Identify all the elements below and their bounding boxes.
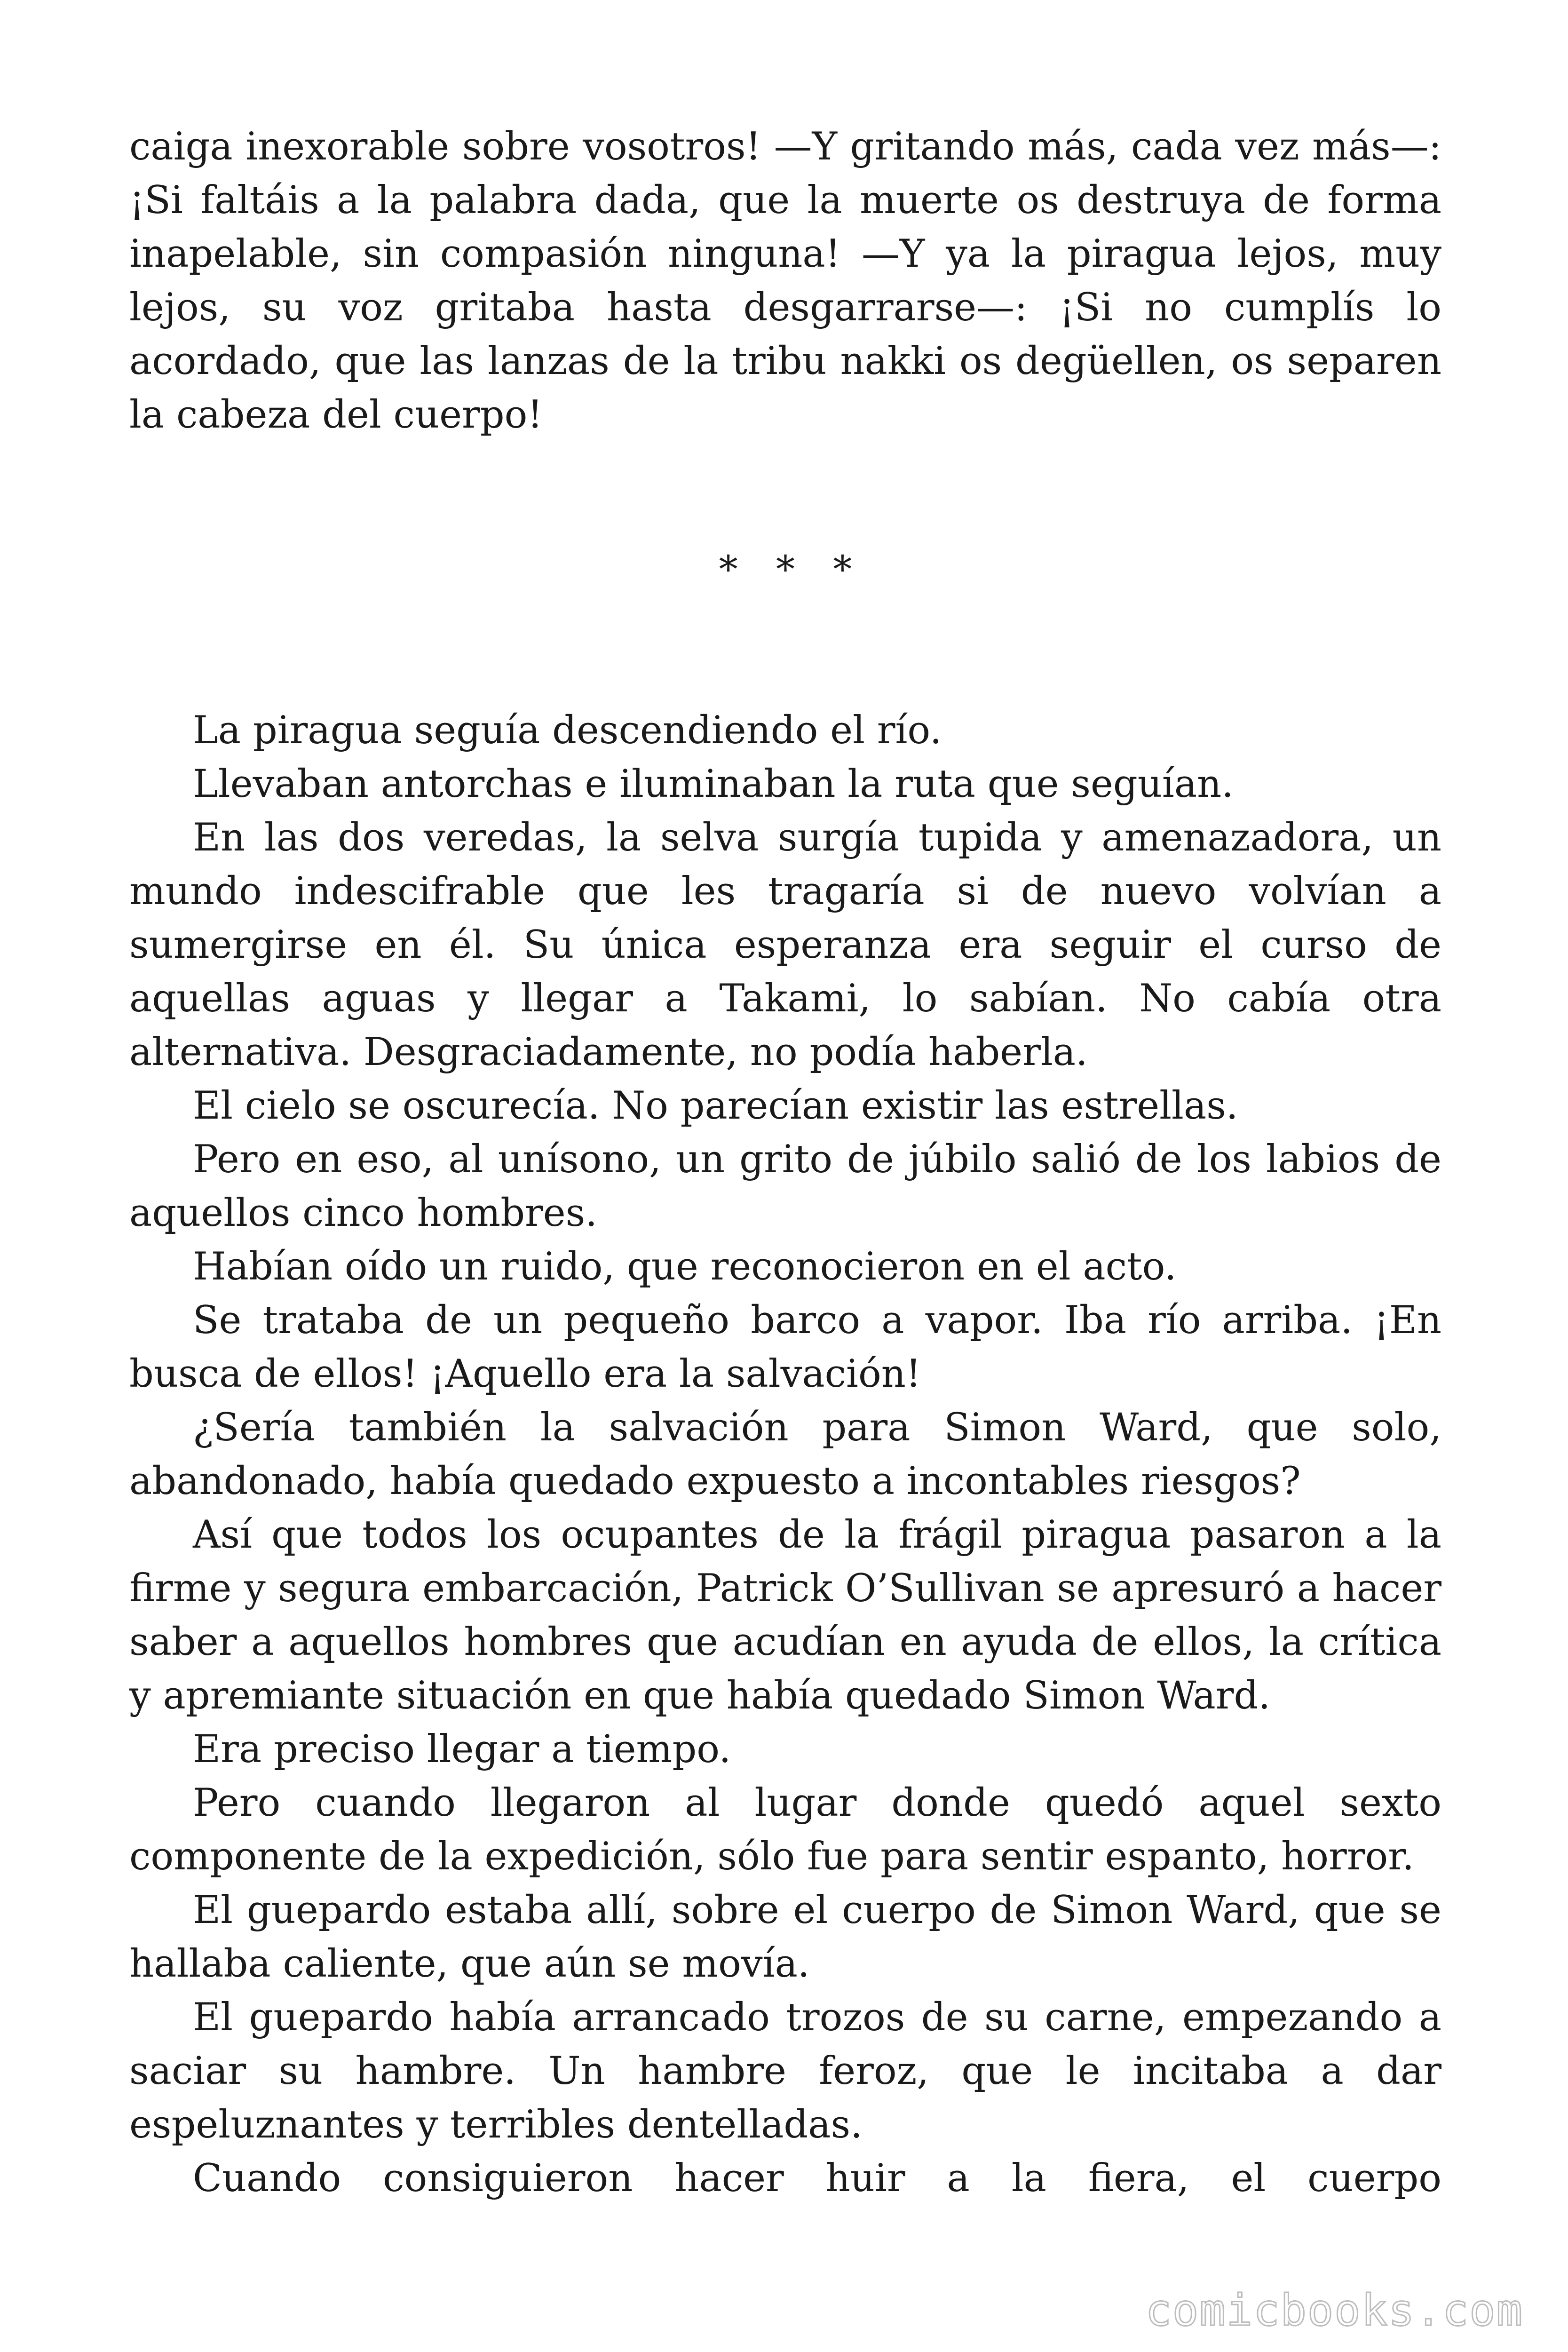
paragraph-7: Se trataba de un pequeño barco a vapor. Iba río arriba. ¡En busca de ellos! ¡Aquello era la salvación! [129, 1298, 1441, 1396]
paragraph-12: El guepardo estaba allí, sobre el cuerpo de Simon Ward, que se hallaba caliente, que aún se movía. [129, 1888, 1441, 1986]
paragraph-4: El cielo se oscurecía. No parecían existir las estrellas. [193, 1084, 1238, 1128]
watermark: comicbooks.com [1145, 2285, 1523, 2336]
paragraph-1: La piragua seguía descendiendo el río. [193, 708, 942, 753]
paragraph-13: El guepardo había arrancado trozos de su carne, empezando a saciar su hambre. Un hambre feroz, que le incitaba a dar espeluznantes y terribles dentelladas. [129, 1995, 1441, 2147]
paragraph-14: Cuando consiguieron hacer huir a la fiera, el cuerpo [193, 2156, 1441, 2201]
paragraph-8: ¿Sería también la salvación para Simon Ward, que solo, abandonado, había quedado expuesto a incontables riesgos? [129, 1406, 1441, 1503]
paragraph-3: En las dos veredas, la selva surgía tupida y amenazadora, un mundo indescifrable que les tragaría si de nuevo volvían a sumergirse en él. Su única esperanza era seguir el curso de aquellas aguas y llegar a Takami, lo sabían. No cabía otra alternativa. Desgraciadamente, no podía haberla. [129, 816, 1441, 1074]
paragraph-2: Llevaban antorchas e iluminaban la ruta que seguían. [193, 762, 1234, 806]
section-break: * * * [719, 548, 865, 591]
paragraph-11: Pero cuando llegaron al lugar donde quedó aquel sexto componente de la expedición, sólo fue para sentir espanto, horror. [129, 1781, 1441, 1879]
paragraph-10: Era preciso llegar a tiempo. [193, 1727, 731, 1772]
paragraph-6: Habían oído un ruido, que reconocieron en el acto. [193, 1245, 1177, 1289]
opening-paragraph: caiga inexorable sobre vosotros! —Y gritando más, cada vez más—: ¡Si faltáis a la palabra dada, que la muerte os destruya de forma inapelable, sin compasión ninguna! —Y ya la piragua lejos, muy lejos, su voz gritaba hasta desgarrarse—: ¡Si no cumplís lo acordado, que las lanzas de la tribu nakki os degüellen, os separen la cabeza del cuerpo! [129, 125, 1441, 437]
book-page [129, 120, 1441, 2205]
paragraph-9: Así que todos los ocupantes de la frágil piragua pasaron a la firme y segura embarcación, Patrick O’Sullivan se apresuró a hacer saber a aquellos hombres que acudían en ayuda de ellos, la crítica y apremiante situación en que había quedado Simon Ward. [129, 1513, 1441, 1718]
paragraph-5: Pero en eso, al unísono, un grito de júbilo salió de los labios de aquellos cinco hombres. [129, 1137, 1441, 1235]
